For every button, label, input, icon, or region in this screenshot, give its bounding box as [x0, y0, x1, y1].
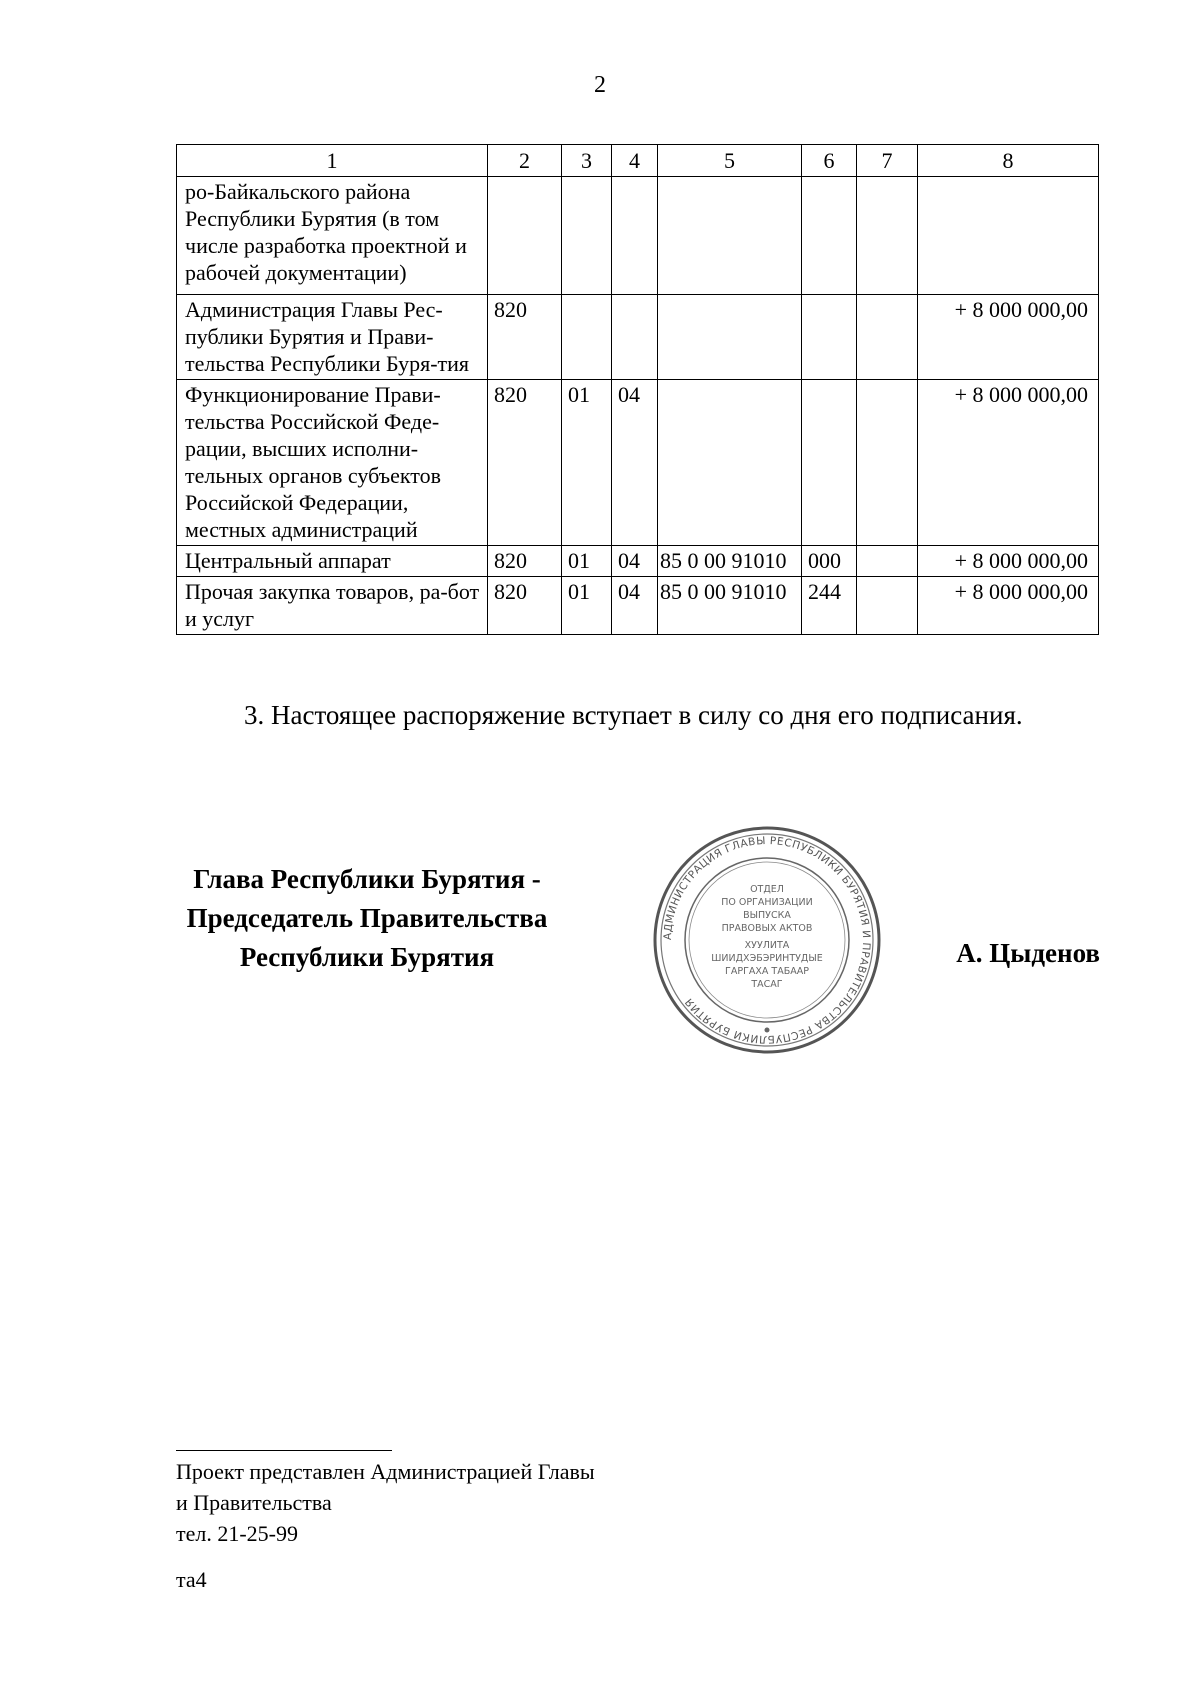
column-7-cell — [857, 577, 918, 635]
position-line: Глава Республики Бурятия - — [193, 864, 541, 894]
column-7-cell — [857, 295, 918, 380]
seal-inner-line: ГАРГАХА ТАБААР — [725, 966, 809, 977]
document-code-mark: та4 — [176, 1567, 207, 1592]
seal-inner-line: ПО ОРГАНИЗАЦИИ — [721, 897, 813, 908]
seal-inner-line: ТАСАГ — [751, 979, 783, 990]
admin-code-cell: 820 — [488, 546, 562, 577]
row-name-cell: Центральный аппарат — [177, 546, 488, 577]
column-header: 8 — [918, 145, 1099, 177]
column-7-cell — [857, 177, 918, 295]
table-row — [177, 380, 1099, 546]
footnote-line: тел. 21-25-99 — [176, 1521, 299, 1546]
target-article-cell: 85 0 00 91010 — [658, 546, 802, 577]
admin-code-cell: 820 — [488, 577, 562, 635]
signer-name: А. Цыденов — [956, 938, 1100, 968]
page-number: 2 — [594, 72, 606, 98]
table-row — [177, 295, 1099, 380]
seal-inner-line: ПРАВОВЫХ АКТОВ — [721, 923, 813, 934]
seal-inner-line: ОТДЕЛ — [750, 884, 784, 895]
row-name-cell: ро-Байкальского района Республики Бурятия (в том числе разработка проектной и рабочей документации) — [177, 177, 488, 295]
column-header: 6 — [802, 145, 857, 177]
table-row — [177, 177, 1099, 295]
expense-type-cell: 000 — [802, 546, 857, 577]
column-header: 2 — [488, 145, 562, 177]
official-seal — [651, 824, 883, 1056]
subsection-cell: 04 — [612, 577, 658, 635]
table-row — [177, 577, 1099, 635]
seal-dot-icon — [765, 1028, 770, 1033]
seal-inner-line: ХУУЛИТА — [744, 940, 790, 951]
column-7-cell — [857, 546, 918, 577]
row-name-cell: Администрация Главы Рес-публики Бурятия и Прави-тельства Республики Буря-тия — [177, 295, 488, 380]
amount-cell: + 8 000 000,00 — [918, 380, 1099, 546]
footnote-line: и Правительства — [176, 1490, 332, 1515]
amount-cell: + 8 000 000,00 — [918, 546, 1099, 577]
expense-type-cell: 244 — [802, 577, 857, 635]
subsection-cell — [612, 177, 658, 295]
amount-cell: + 8 000 000,00 — [918, 295, 1099, 380]
target-article-cell: 85 0 00 91010 — [658, 577, 802, 635]
subsection-cell: 04 — [612, 546, 658, 577]
column-header: 7 — [857, 145, 918, 177]
position-line: Председатель Правительства — [186, 903, 548, 933]
signatory-position — [172, 860, 562, 977]
column-7-cell — [857, 380, 918, 546]
seal-inner-line: ВЫПУСКА — [743, 910, 791, 921]
target-article-cell — [658, 380, 802, 546]
row-name-cell: Прочая закупка товаров, ра-бот и услуг — [177, 577, 488, 635]
footnote-divider — [176, 1450, 392, 1451]
table-header-row — [177, 145, 1099, 177]
column-header: 1 — [177, 145, 488, 177]
expense-type-cell — [802, 380, 857, 546]
section-cell — [562, 295, 612, 380]
column-header: 3 — [562, 145, 612, 177]
section-cell: 01 — [562, 577, 612, 635]
footnote — [176, 1456, 595, 1549]
section-cell: 01 — [562, 380, 612, 546]
seal-inner-line: ШИИДХЭБЭРИНТУДЫЕ — [711, 953, 823, 964]
subsection-cell — [612, 295, 658, 380]
column-header: 5 — [658, 145, 802, 177]
expense-type-cell — [802, 177, 857, 295]
clause-3-text: 3. Настоящее распоряжение вступает в силу со дня его подписания. — [244, 700, 1023, 730]
table-row — [177, 546, 1099, 577]
section-cell: 01 — [562, 546, 612, 577]
admin-code-cell: 820 — [488, 295, 562, 380]
admin-code-cell — [488, 177, 562, 295]
target-article-cell — [658, 295, 802, 380]
footnote-line: Проект представлен Администрацией Главы — [176, 1459, 595, 1484]
row-name-cell: Функционирование Прави-тельства Российской Феде-рации, высших исполни-тельных органов субъектов Российской Федерации, местных администраций — [177, 380, 488, 546]
seal-outer-text: АДМИНИСТРАЦИЯ ГЛАВЫ РЕСПУБЛИКИ БУРЯТИЯ И ПРАВИТЕЛЬСТВА РЕСПУБЛИКИ БУРЯТИЯ — [661, 834, 873, 1046]
section-cell — [562, 177, 612, 295]
position-line: Республики Бурятия — [239, 942, 495, 972]
admin-code-cell: 820 — [488, 380, 562, 546]
target-article-cell — [658, 177, 802, 295]
amount-cell — [918, 177, 1099, 295]
column-header: 4 — [612, 145, 658, 177]
expense-type-cell — [802, 295, 857, 380]
amount-cell: + 8 000 000,00 — [918, 577, 1099, 635]
budget-table — [176, 144, 1099, 635]
subsection-cell: 04 — [612, 380, 658, 546]
